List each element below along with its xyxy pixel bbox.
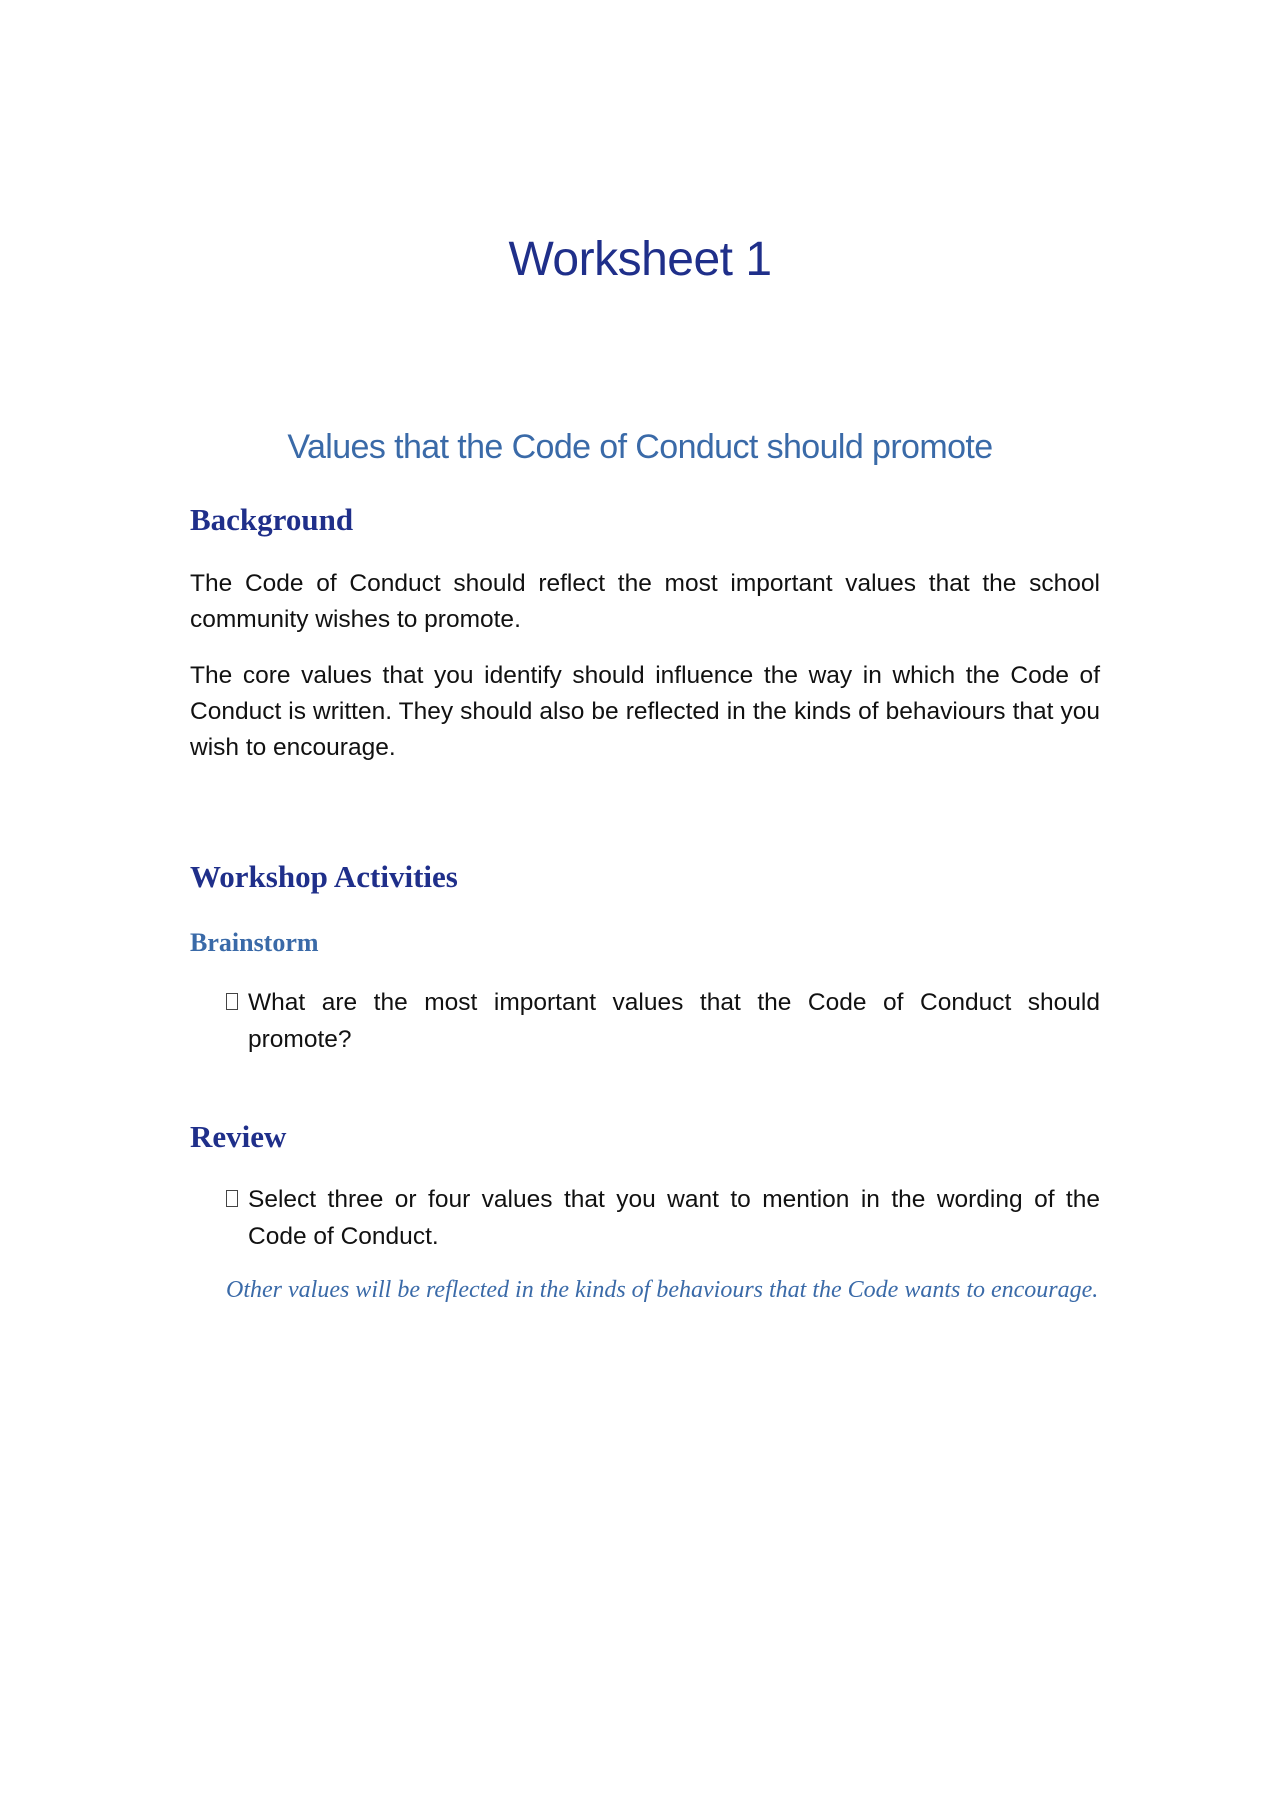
review-note: Other values will be reflected in the kinds of behaviours that the Code wants to encourage. [226,1277,1099,1303]
review-bullet [226,1181,1100,1255]
brainstorm-bullet-text: What are the most important values that the Code of Conduct should promote? [248,989,1100,1053]
background-paragraph-2-wrap [190,658,1100,766]
page-title: Worksheet 1 [508,233,772,286]
review-section [190,1119,1100,1155]
background-paragraph-1-wrap [190,566,1100,638]
brainstorm-bullet [226,984,1100,1058]
workshop-section [190,859,1100,895]
background-paragraph-2: The core values that you identify should influence the way in which the Code of Conduct is written. They should also be reflected in the kinds of behaviours that you wish to encourage. [190,662,1100,761]
background-heading: Background [190,502,354,537]
background-paragraph-1: The Code of Conduct should reflect the most important values that the school community wishes to promote. [190,570,1100,633]
brainstorm-section [190,928,1100,958]
brainstorm-heading: Brainstorm [190,928,319,957]
review-bullet-text: Select three or four values that you want to mention in the wording of the Code of Conduct. [248,1186,1100,1250]
bullet-box-icon [226,993,238,1010]
workshop-heading: Workshop Activities [190,859,458,894]
bullet-box-icon [226,1190,238,1207]
review-heading: Review [190,1119,287,1154]
page-subtitle: Values that the Code of Conduct should promote [287,428,993,466]
background-section [190,502,1100,538]
